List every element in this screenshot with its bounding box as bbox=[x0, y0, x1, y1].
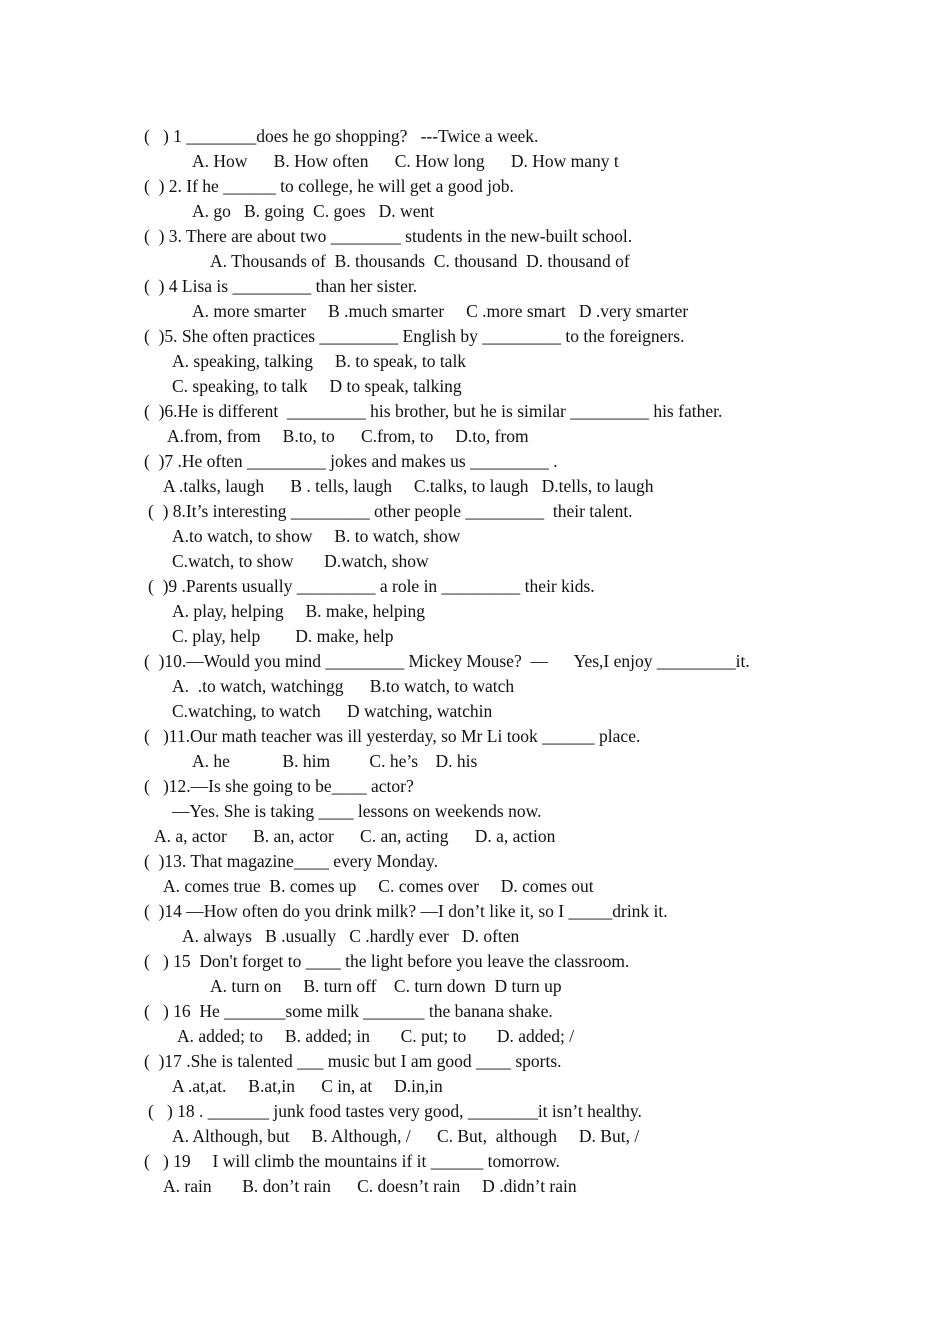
question-6-options: A.from, from B.to, to C.from, to D.to, from bbox=[167, 426, 529, 446]
question-12-continuation: —Yes. She is taking ____ lessons on weekends now. bbox=[172, 801, 542, 821]
question-4: ( ) 4 Lisa is _________ than her sister. bbox=[144, 276, 418, 296]
question-10-options-row-2: C.watching, to watch D watching, watchin bbox=[172, 701, 493, 721]
question-3: ( ) 3. There are about two ________ students in the new-built school. bbox=[144, 226, 633, 246]
question-19: ( ) 19 I will climb the mountains if it ______ tomorrow. bbox=[144, 1151, 560, 1171]
question-5-options-row-2: C. speaking, to talk D to speak, talking bbox=[172, 376, 462, 396]
question-9: ( )9 .Parents usually _________ a role in _________ their kids. bbox=[148, 576, 595, 596]
question-2: ( ) 2. If he ______ to college, he will get a good job. bbox=[144, 176, 514, 196]
question-7-options: A .talks, laugh B . tells, laugh C.talks, to laugh D.tells, to laugh bbox=[163, 476, 654, 496]
question-9-options-row-2: C. play, help D. make, help bbox=[172, 626, 394, 646]
question-15: ( ) 15 Don't forget to ____ the light before you leave the classroom. bbox=[144, 951, 630, 971]
question-9-options-row-1: A. play, helping B. make, helping bbox=[172, 601, 426, 621]
question-15-options: A. turn on B. turn off C. turn down D turn up bbox=[210, 976, 562, 996]
question-8: ( ) 8.It’s interesting _________ other people _________ their talent. bbox=[148, 501, 633, 521]
question-12: ( )12.—Is she going to be____ actor? bbox=[144, 776, 414, 796]
question-11: ( )11.Our math teacher was ill yesterday, so Mr Li took ______ place. bbox=[144, 726, 641, 746]
question-5: ( )5. She often practices _________ English by _________ to the foreigners. bbox=[144, 326, 685, 346]
question-5-options-row-1: A. speaking, talking B. to speak, to talk bbox=[172, 351, 467, 371]
question-16-options: A. added; to B. added; in C. put; to D. added; / bbox=[177, 1026, 575, 1046]
question-11-options: A. he B. him C. he’s D. his bbox=[192, 751, 478, 771]
question-18: ( ) 18 . _______ junk food tastes very good, ________it isn’t healthy. bbox=[148, 1101, 642, 1121]
question-13-options: A. comes true B. comes up C. comes over D. comes out bbox=[163, 876, 594, 896]
question-3-options: A. Thousands of B. thousands C. thousand D. thousand of bbox=[210, 251, 630, 271]
question-7: ( )7 .He often _________ jokes and makes us _________ . bbox=[144, 451, 558, 471]
question-1-options: A. How B. How often C. How long D. How many t bbox=[192, 151, 619, 171]
question-2-options: A. go B. going C. goes D. went bbox=[192, 201, 435, 221]
question-18-options: A. Although, but B. Although, / C. But, although D. But, / bbox=[172, 1126, 640, 1146]
question-19-options: A. rain B. don’t rain C. doesn’t rain D .didn’t rain bbox=[163, 1176, 577, 1196]
question-8-options-row-1: A.to watch, to show B. to watch, show bbox=[172, 526, 461, 546]
question-4-options: A. more smarter B .much smarter C .more smart D .very smarter bbox=[192, 301, 689, 321]
question-6: ( )6.He is different _________ his brother, but he is similar _________ his father. bbox=[144, 401, 723, 421]
question-14-options: A. always B .usually C .hardly ever D. often bbox=[182, 926, 520, 946]
question-16: ( ) 16 He _______some milk _______ the banana shake. bbox=[144, 1001, 553, 1021]
question-10-options-row-1: A. .to watch, watchingg B.to watch, to watch bbox=[172, 676, 515, 696]
question-17: ( )17 .She is talented ___ music but I am good ____ sports. bbox=[144, 1051, 562, 1071]
question-13: ( )13. That magazine____ every Monday. bbox=[144, 851, 439, 871]
question-14: ( )14 —How often do you drink milk? —I don’t like it, so I _____drink it. bbox=[144, 901, 668, 921]
question-10: ( )10.—Would you mind _________ Mickey Mouse? — Yes,I enjoy _________it. bbox=[144, 651, 750, 671]
question-12-options: A. a, actor B. an, actor C. an, acting D. a, action bbox=[154, 826, 556, 846]
question-1: ( ) 1 ________does he go shopping? ---Twice a week. bbox=[144, 126, 539, 146]
question-17-options: A .at,at. B.at,in C in, at D.in,in bbox=[172, 1076, 443, 1096]
question-8-options-row-2: C.watch, to show D.watch, show bbox=[172, 551, 429, 571]
